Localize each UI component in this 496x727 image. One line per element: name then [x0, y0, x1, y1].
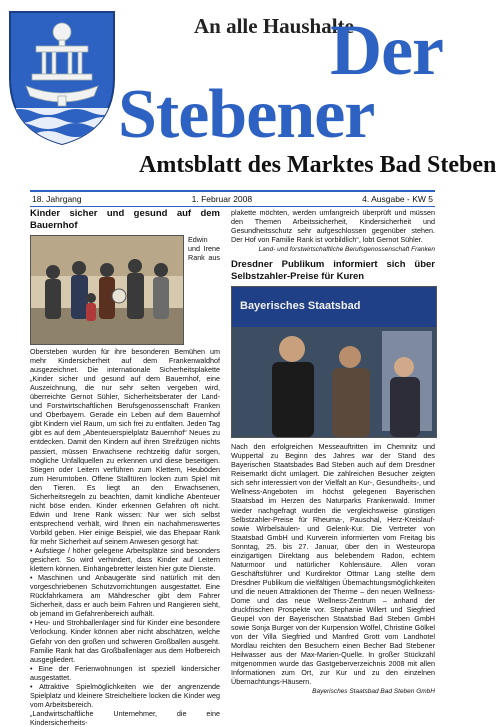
- issue-info-bar: [30, 190, 435, 207]
- bullet-item: • Heu- und Strohballenlager sind für Kinder eine besondere Verlockung. Kinder können aber nicht abschätzen, welche Gefahr von den großen und schweren Großballen ausgeht. Familie Rank hat das Großballenlager aus dem Hofbereich ausgegliedert.: [30, 618, 220, 664]
- bullet-item: • Maschinen und Anbaugeräte sind natürlich mit den vorgeschriebenen Schutzvorrichtungen ausgestattet. Eine Rückfahrkamera am Mähdrescher gibt dem Fahrer Sicherheit, dass er auch beim Fahren und Rangieren sieht, ob jemand im Gefahrenbereich aufhält.: [30, 573, 220, 619]
- photo-fair-booth-image: [232, 287, 436, 437]
- bullet-item: • Eine der Ferienwohnungen ist speziell kindersicher ausgestattet.: [30, 663, 220, 682]
- booth-banner-text: Bayerisches Staatsbad: [240, 300, 361, 313]
- article-source-caption-2: Bayerisches Staatsbad Bad Steben GmbH: [312, 688, 435, 696]
- issue-date: 1. Februar 2008: [191, 194, 253, 204]
- photo-award-ceremony: [30, 235, 184, 345]
- photo-people-image: [31, 236, 183, 344]
- article-closing-line: „Landwirtschaftliche Unternehmer, die eine Kindersicherheits-: [30, 708, 220, 727]
- issue-year: 18. Jahrgang: [32, 194, 82, 204]
- article-body-dresden: Nach den erfolgreichen Messeauftritten im Chemnitz und Wuppertal zu Beginn des Jahres war der Stand des Bayerischen Staatsbades Bad Steben auch auf dem Dresdner Reisemarkt dicht umlagert. Die zahlreichen Besucher zeigten sich sehr interessiert von der Vielfalt an Kur-, Gesundheits-, und Wellness-Angeboten im höchst gelegenen Bayerischen Staatsbad im Herzen des Naturparks Frankenwald. Immer wieder nachgefragt wurden die vergleichsweise günstigen Selbstzahler-Preise für Rheuma-, Pauschal, Herz-Kreislauf- sowie Wirbelsäulen- und Gelenk-Kur. Die Vertreter von Staatsbad GmbH und Kurverein informierten vom Freitag bis Sonntag, 25. bis 27. Januar, über den in Westeuropa einzigartigen Direktang aus belebendem Radon, echtem Naturmoor und natürlicher Kohlensäure. Allen voran Geschäftsführer und Kurdirektor Ottmar Lang stellte dem Dresdner Publikum die vielfältigen Übernachtungsmöglichkeiten und die neuen Attraktionen der Therme – den neuen Wellness-Dome und das neue Wellness-Zentrum – anhand der druckfrischen Prospekte vor. Stephanie Willert und Siegfried Geupel von der Bayerischen Staatsbad Bad Steben GmbH sowie Sonja Burger von der Kurpension Wölfel, Christine Gölkel von der Villa Siegfried und Manfred Grott vom Landhotel Mordlau reichten den Besuchern einen Becher Bad Stebener Heilwasser aus der Max-Marien-Quelle. In großer Stückzahl mitgenommen wurde das Gastgeberverzeichnis 2008 mit allen Informationen zum Ort, zur Kur und zu den einzelnen Übernachtungs-Häusern.: [231, 442, 435, 687]
- bullet-item: • Attraktive Spielmöglichkeiten wie der angrenzende Spielplatz und kleinere Streicheltiere locken die Kinder weg vom Arbeitsbereich.: [30, 681, 220, 709]
- article-title-dresden: Dresdner Publikum informiert sich über Selbstzahler-Preise für Kuren: [231, 259, 435, 283]
- article-source-caption: Land- und forstwirtschaftliche Berufsgenossenschaft Franken: [258, 246, 435, 254]
- masthead-subtitle: Amtsblatt des Marktes Bad Steben: [139, 152, 496, 178]
- article-continuation: plakette möchten, werden umfangreich überprüft und müssen den Themen Arbeitssicherheit, Kindersicherheit und Gesundheitsschutz sehr aufgeschlossen gegenüber stehen. Der Hof von Familie Rank ist vorbildlich“, lobt Gernot Sühler.: [231, 208, 435, 245]
- bullet-item: • Aufstiege / höher gelegene Arbeitsplätze sind besonders gesichert. So wird verhindert, dass Kinder auf Leitern klettern können. Einhängebretter leisten hier gute Dienste.: [30, 546, 220, 574]
- masthead-title-line2: Stebener: [118, 76, 375, 153]
- article-title-farm-safety: Kinder sicher und gesund auf dem Bauernhof: [30, 208, 220, 231]
- photo-trade-fair: [231, 286, 437, 438]
- municipal-crest-icon: [6, 8, 118, 148]
- article-body-farm-safety: Edwin und Irene Rank aus Obersteben wurden für ihre besonderen Bemühen um mehr Kindersicherheit auf dem Frankenwaldhof ausgezeichnet. Die internationale Sicherheitsplakette „Kinder sicher und gesund auf dem Bauernhof, eine Auszeichnung, die nur sehr selten vergeben wird, überreichte Gernot Sühler, Sicherheitsberater der Land- und Forstwirtschaftlichen Berufsgenossenschaft Franken und Oberbayern. Gerade ein Leben auf dem Bauernhof gibt Kindern viel Raum, um sich frei zu entfalten. Jeden Tag gibt es auf dem „Abenteuerspielplatz Bauernhof“ Neues zu entdecken. Damit den Kindern auf ihren Streifzügen nichts passiert, müssen Erwachsene rechtzeitig dafür sorgen, mögliche Unfallquellen zu erkennen und diese beseitigen. Stiegen oder Leitern verführen zum Klettern, Heuböden zum Herumtoben. Offene Stalltüren locken zum Spiel mit den Tieren. Es liegt an den Erwachsenen, Sicherheitsregeln zu beachten, damit kindliche Abenteuer nicht böse enden. Kinder erkennen Gefahren oft nicht. Edwin und Irene Rank wissen: Nur wer sich selbst entsprechend verhält, wird Ihnen ein nachahmenswertes Vorbild geben. Hier einige Beispiel, wie das Ehepaar Rank für mehr Sicherheit auf seinem Anwesen gesorgt hat:: [30, 235, 220, 546]
- left-column: [30, 208, 220, 727]
- issue-edition: 4. Ausgabe - KW 5: [362, 194, 433, 204]
- masthead-kicker: An alle Haushalte: [194, 14, 354, 38]
- masthead-title-line1: Der: [330, 10, 443, 90]
- right-column: [231, 208, 435, 696]
